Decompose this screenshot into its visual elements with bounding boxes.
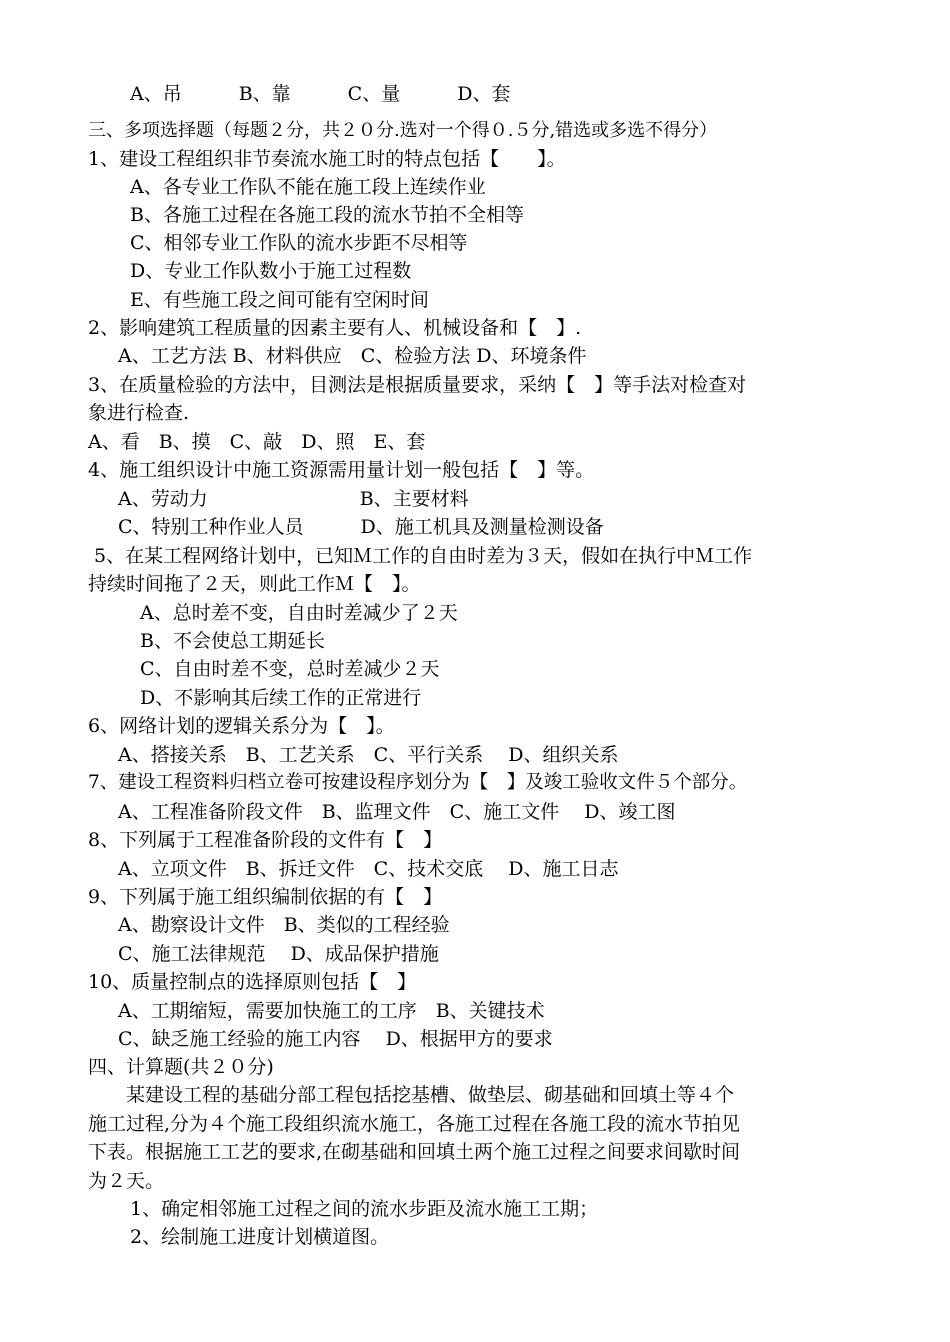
section-3-heading: 三、多项选择题（每题２分，共２０分.选对一个得０.５分,错选或多选不得分） (88, 120, 718, 141)
q5-stem-line-1: 5、在某工程网络计划中，已知Ｍ工作的自由时差为３天，假如在执行中Ｍ工作 (88, 545, 753, 567)
q6-options: A、搭接关系 B、工艺关系 C、平行关系 D、组织关系 (118, 744, 619, 766)
q5-stem-line-2: 持续时间拖了２天，则此工作Ｍ【 】。 (88, 573, 421, 595)
section-4-heading: 四、计算题(共２０分) (88, 1056, 274, 1078)
q1-option-d: D、专业工作队数小于施工过程数 (130, 260, 412, 282)
calc-paragraph-line-3: 下表。根据施工工艺的要求,在砌基础和回填土两个施工过程之间要求间歇时间 (88, 1141, 741, 1163)
q1-option-c: C、相邻专业工作队的流水步距不尽相等 (130, 232, 468, 254)
q3-stem-line-1: 3、在质量检验的方法中，目测法是根据质量要求，采纳【 】等手法对检查对 (88, 374, 747, 396)
previous-question-options: A、吊 B、靠 C、量 D、套 (130, 83, 511, 105)
calc-paragraph-line-2: 施工过程,分为４个施工段组织流水施工，各施工过程在各施工段的流水节拍见 (88, 1113, 741, 1135)
q9-options-line-2: C、施工法律规范 D、成品保护措施 (118, 943, 439, 965)
q1-option-b: B、各施工过程在各施工段的流水节拍不全相等 (130, 204, 524, 226)
calc-task-1: 1、确定相邻施工过程之间的流水步距及流水施工工期； (130, 1198, 599, 1220)
q3-options: A、看 B、摸 C、敲 D、照 E、套 (88, 431, 426, 453)
q4-stem: 4、施工组织设计中施工资源需用量计划一般包括【 】等。 (88, 459, 595, 481)
q10-stem: 10、质量控制点的选择原则包括【 】 (88, 971, 417, 993)
q5-option-c: C、自由时差不变，总时差减少２天 (140, 658, 440, 680)
q7-options: A、工程准备阶段文件 B、监理文件 C、施工文件 D、竣工图 (118, 801, 676, 823)
q2-options: A、工艺方法 B、材料供应 C、检验方法 D、环境条件 (118, 345, 587, 367)
q1-option-e: E、有些施工段之间可能有空闲时间 (130, 289, 429, 311)
q1-option-a: A、各专业工作队不能在施工段上连续作业 (130, 176, 486, 198)
q8-options: A、立项文件 B、拆迁文件 C、技术交底 D、施工日志 (118, 858, 619, 880)
q2-stem: 2、影响建筑工程质量的因素主要有人、机械设备和【 】. (88, 317, 582, 339)
q4-options-line-1: A、劳动力 B、主要材料 (118, 488, 469, 510)
q5-option-a: A、总时差不变，自由时差减少了２天 (140, 602, 458, 624)
calc-paragraph-line-4: 为２天。 (88, 1170, 165, 1192)
q7-stem: 7、建设工程资料归档立卷可按建设程序划分为【 】及竣工验收文件５个部分。 (88, 772, 748, 793)
calc-paragraph-line-1: 某建设工程的基础分部工程包括挖基槽、做垫层、砌基础和回填土等４个 (88, 1084, 735, 1106)
q6-stem: 6、网络计划的逻辑关系分为【 】。 (88, 715, 395, 737)
calc-task-2: 2、绘制施工进度计划横道图。 (130, 1226, 390, 1248)
q8-stem: 8、下列属于工程准备阶段的文件有【 】 (88, 829, 443, 851)
q10-options-line-2: C、缺乏施工经验的施工内容 D、根据甲方的要求 (118, 1028, 553, 1050)
q3-stem-line-2: 象进行检查. (88, 402, 190, 424)
q10-options-line-1: A、工期缩短，需要加快施工的工序 B、关键技术 (118, 1000, 545, 1022)
q1-stem: 1、建设工程组织非节奏流水施工时的特点包括【 】。 (88, 148, 566, 170)
q9-stem: 9、下列属于施工组织编制依据的有【 】 (88, 886, 443, 908)
q5-option-b: B、不会使总工期延长 (140, 630, 325, 652)
q4-options-line-2: C、特别工种作业人员 D、施工机具及测量检测设备 (118, 516, 604, 538)
q5-option-d: D、不影响其后续工作的正常进行 (140, 687, 422, 709)
q9-options-line-1: A、勘察设计文件 B、类似的工程经验 (118, 914, 450, 936)
